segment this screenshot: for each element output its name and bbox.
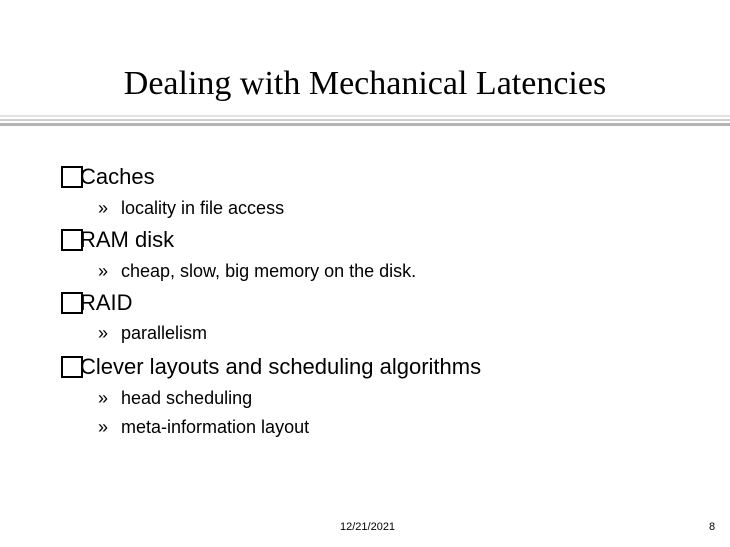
bullet-text: Clever layouts and scheduling algorithms — [80, 354, 482, 379]
sub-item — [98, 259, 416, 283]
bullet-text: RAID — [80, 290, 133, 315]
footer-date: 12/21/2021 — [340, 521, 396, 533]
sub-bullet-marker: » — [98, 198, 109, 218]
sub-bullet-marker: » — [98, 388, 109, 408]
slide-title: Dealing with Mechanical Latencies — [123, 65, 607, 102]
sub-item-text: locality in file access — [121, 198, 285, 218]
bullet-item — [61, 352, 481, 382]
sub-bullet-marker: » — [98, 261, 109, 281]
bullet-text: RAM disk — [80, 227, 175, 252]
bullet-item — [61, 162, 155, 192]
sub-item-text: parallelism — [121, 323, 208, 343]
sub-bullet-marker: » — [98, 323, 109, 343]
sub-item — [98, 386, 252, 410]
sub-item — [98, 415, 309, 439]
bullet-item — [61, 288, 133, 318]
sub-item-text: meta-information layout — [121, 417, 310, 437]
sub-item — [98, 321, 207, 345]
sub-item-text: head scheduling — [121, 388, 253, 408]
sub-item-text: cheap, slow, big memory on the disk. — [121, 261, 417, 281]
sub-bullet-marker: » — [98, 417, 109, 437]
bullet-item — [61, 225, 174, 255]
sub-item — [98, 196, 284, 220]
page-number: 8 — [709, 521, 716, 533]
bullet-text: Caches — [80, 164, 155, 189]
